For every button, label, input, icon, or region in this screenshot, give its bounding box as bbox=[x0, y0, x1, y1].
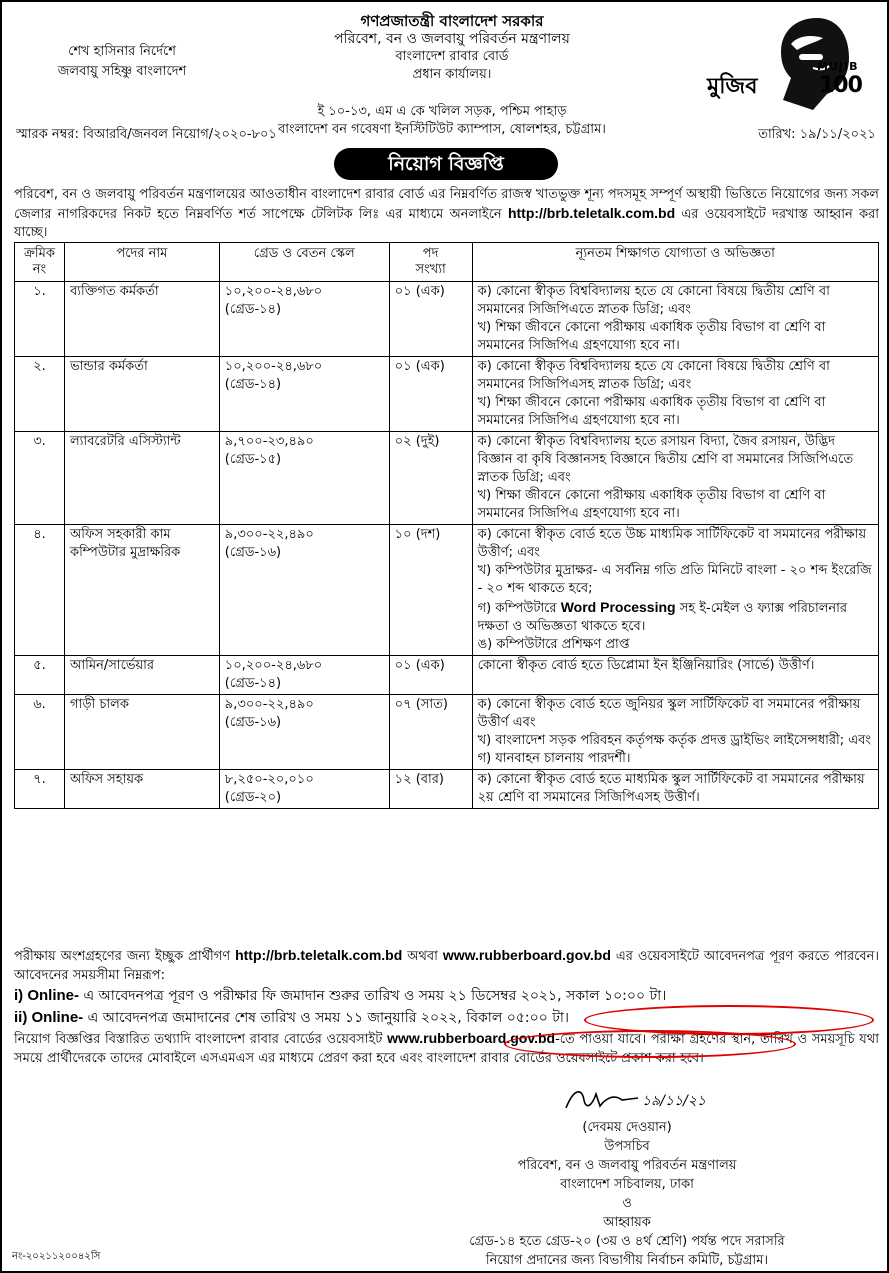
teletalk-link[interactable]: http://brb.teletalk.com.bd bbox=[235, 947, 403, 963]
memo-date: তারিখ: ১৯/১১/২০২১ bbox=[758, 127, 876, 142]
logo-script: মুজিব bbox=[707, 73, 758, 99]
table-row bbox=[15, 432, 879, 525]
signatory-ministry: পরিবেশ, বন ও জলবায়ু পরিবর্তন মন্ত্রণালয় bbox=[517, 1158, 737, 1173]
committee-line2: নিয়োগ প্রদানের জন্য বিভাগীয় নির্বাচন কমিটি, চট্টগ্রাম। bbox=[485, 1253, 769, 1268]
row-qualification: ক) কোনো স্বীকৃত বোর্ড হতে মাধ্যমিক স্কুল সার্টিফিকেট বা সমমানের পরীক্ষায় ২য় শ্রেণি বা সমমানের সিজিপিএসহ উত্তীর্ণ। bbox=[472, 770, 878, 809]
intro-paragraph bbox=[14, 186, 879, 242]
row-qualification: ক) কোনো স্বীকৃত বোর্ড হতে উচ্চ মাধ্যমিক সার্টিফিকেট বা সমমানের পরীক্ষায় উত্তীর্ণ; এবং খ) কম্পিউটার মুদ্রাক্ষর- এ সর্বনিম্ন গতি প্রতি মিনিটে বাংলা - ২০ শব্দ ইংরেজি - ২০ শব্দ থাকতে হবে; গ) কম্পিউটারে Word Processing সহ ই-মেইল ও ফ্যাক্স পরিচালনার দক্ষতা ও অভিজ্ঞতা থাকতে হবে। ঙ) কম্পিউটারে প্রশিক্ষণ প্রাপ্ত bbox=[472, 525, 878, 656]
row-post: ল্যাবরেটরি এসিস্ট্যান্ট bbox=[64, 432, 219, 525]
circular-title: নিয়োগ বিজ্ঞপ্তি bbox=[334, 148, 558, 180]
row-serial: ৪. bbox=[15, 525, 65, 656]
row-count: ১০ (দশ) bbox=[389, 525, 472, 656]
signature-date: ১৯/১১/২১ bbox=[642, 1093, 706, 1109]
logo-mujib: MUJIB bbox=[817, 60, 859, 73]
table-row bbox=[15, 695, 879, 770]
row-grade: ৮,২৫০-২০,০১০ (গ্রেড-২০) bbox=[219, 770, 389, 809]
row-grade: ৯,৩০০-২২,৪৯০ (গ্রেড-১৬) bbox=[219, 525, 389, 656]
row-serial: ৬. bbox=[15, 695, 65, 770]
slogan-line2: জলবায়ু সহিষ্ণু বাংলাদেশ bbox=[57, 64, 187, 79]
header-serial: ক্রমিক নং bbox=[15, 243, 65, 282]
intro-text-before: পরিবেশ, বন ও জলবায়ু পরিবর্তন মন্ত্রণালয়ের আওতাধীন বাংলাদেশ রাবার বোর্ড এর নিম্নবর্ণিত রাজস্ব খাতভুক্ত শূন্য পদসমূহ সম্পূর্ণ অস্থায়ী ভিত্তিতে নিয়োগের জন্য সকল জেলার নাগরিকদের নিকট হতে নিম্নবর্ণিত শর্ত সাপেক্ষে টেলিটক লিঃ এর মাধ্যমে অনলাইনে bbox=[14, 187, 879, 222]
row-count: ০১ (এক) bbox=[389, 656, 472, 695]
end-date: ১১ জানুয়ারি ২০২২, বিকাল ০৫:০০ টা। bbox=[344, 1010, 569, 1026]
row-qualification: ক) কোনো স্বীকৃত বিশ্ববিদ্যালয় হতে রসায়ন বিদ্যা, জৈব রসায়ন, উদ্ভিদ বিজ্ঞান বা কৃষি বিজ্ঞানসহ বিজ্ঞানে দ্বিতীয় শ্রেণি বা সমমানের সিজিপিএতে স্নাতক ডিগ্রি; এবং খ) শিক্ষা জীবনে কোনো পরীক্ষায় একাধিক তৃতীয় বিভাগ বা শ্রেণি বা সমমানের সিজিপিএ গ্রহণযোগ্য হবে না। bbox=[472, 432, 878, 525]
memo-number: স্মারক নম্বর: বিআরবি/জনবল নিয়োগ/২০২০-৮০১ bbox=[16, 127, 277, 142]
header-qualification: ন্যূনতম শিক্ষাগত যোগ্যতা ও অভিজ্ঞতা bbox=[472, 243, 878, 282]
table-row bbox=[15, 282, 879, 357]
row-post: অফিস সহায়ক bbox=[64, 770, 219, 809]
document-number: নং-২০২১১২০০৪২সি bbox=[12, 1251, 101, 1262]
table-header-row bbox=[15, 243, 879, 282]
logo-hundred: 100 bbox=[819, 73, 862, 98]
signatory-block bbox=[402, 1118, 852, 1270]
application-instructions bbox=[14, 946, 879, 1068]
signatory-and: ও bbox=[622, 1196, 632, 1211]
signatory-convener: আহ্বায়ক bbox=[603, 1215, 651, 1230]
row-count: ০২ (দুই) bbox=[389, 432, 472, 525]
row-count: ০১ (এক) bbox=[389, 357, 472, 432]
slogan bbox=[22, 42, 222, 82]
row-post: ভান্ডার কর্মকর্তা bbox=[64, 357, 219, 432]
table-row bbox=[15, 770, 879, 809]
online-end: ii) Online- এ আবেদনপত্র জমাদানের শেষ তারিখ ও সময় ১১ জানুয়ারি ২০২২, বিকাল ০৫:০০ টা। bbox=[14, 1009, 569, 1026]
row-grade: ১০,২০০-২৪,৬৮০ (গ্রেড-১৪) bbox=[219, 357, 389, 432]
row-post: অফিস সহকারী কাম কম্পিউটার মুদ্রাক্ষরিক bbox=[64, 525, 219, 656]
row-serial: ৫. bbox=[15, 656, 65, 695]
committee-line1: গ্রেড-১৪ হতে গ্রেড-২০ (৩য় ও ৪র্থ শ্রেণি) পর্যন্ত পদে সরাসরি bbox=[469, 1234, 785, 1249]
rubberboard-link-2[interactable]: www.rubberboard.gov.bd bbox=[387, 1030, 556, 1046]
row-grade: ১০,২০০-২৪,৬৮০ (গ্রেড-১৪) bbox=[219, 656, 389, 695]
address-line1: ই ১০-১৩, এম এ কে খলিল সড়ক, পশ্চিম পাহাড় bbox=[317, 104, 567, 119]
row-count: ১২ (বার) bbox=[389, 770, 472, 809]
ministry-name: পরিবেশ, বন ও জলবায়ু পরিবর্তন মন্ত্রণালয় bbox=[334, 31, 570, 47]
row-count: ০৭ (সাত) bbox=[389, 695, 472, 770]
header-count: পদ সংখ্যা bbox=[389, 243, 472, 282]
rubberboard-link[interactable]: www.rubberboard.gov.bd bbox=[442, 947, 611, 963]
row-post: ব্যক্তিগত কর্মকর্তা bbox=[64, 282, 219, 357]
row-serial: ২. bbox=[15, 357, 65, 432]
mujib-100-logo bbox=[667, 14, 882, 112]
online-start: i) Online- এ আবেদনপত্র পূরণ ও পরীক্ষার ফি জমাদান শুরুর তারিখ ও সময় ২১ ডিসেম্বর ২০২১, সকাল ১০:০০ টা। bbox=[14, 987, 667, 1004]
row-count: ০১ (এক) bbox=[389, 282, 472, 357]
apply-paragraph: পরীক্ষায় অংশগ্রহণের জন্য ইচ্ছুক প্রার্থীগণ http://brb.teletalk.com.bd অথবা www.rubberboard.gov.bd এর ওয়েবসাইটে আবেদনপত্র পূরণ করতে পারবেন। আবেদনের সময়সীমা নিম্নরূপ: bbox=[14, 947, 879, 983]
header-grade: গ্রেড ও বেতন স্কেল bbox=[219, 243, 389, 282]
intro-teletalk-link[interactable]: http://brb.teletalk.com.bd bbox=[507, 205, 676, 221]
address-line2: বাংলাদেশ বন গবেষণা ইনস্টিটিউট ক্যাম্পাস, ষোলশহর, চট্টগ্রাম। bbox=[278, 122, 606, 137]
slogan-line1: শেখ হাসিনার নির্দেশে bbox=[68, 44, 176, 59]
row-serial: ৭. bbox=[15, 770, 65, 809]
header-post: পদের নাম bbox=[64, 243, 219, 282]
row-grade: ৯,৭০০-২৩,৪৯০ (গ্রেড-১৫) bbox=[219, 432, 389, 525]
start-date: ২১ ডিসেম্বর ২০২১, সকাল ১০:০০ টা। bbox=[448, 988, 667, 1004]
signature-scribble-icon bbox=[562, 1084, 642, 1114]
signatory-designation: উপসচিব bbox=[604, 1139, 650, 1154]
gov-name: গণপ্রজাতন্ত্রী বাংলাদেশ সরকার bbox=[360, 12, 544, 30]
table-row bbox=[15, 525, 879, 656]
signatory-name: (দেবময় দেওয়ান) bbox=[582, 1120, 672, 1135]
signatory-secretariat: বাংলাদেশ সচিবালয়, ঢাকা bbox=[560, 1177, 694, 1192]
row-serial: ১. bbox=[15, 282, 65, 357]
board-name: বাংলাদেশ রাবার বোর্ড bbox=[395, 49, 509, 64]
intro-text-after: এর ওয়েবসাইটে দরখাস্ত আহ্বান করা যাচ্ছে। bbox=[14, 207, 880, 240]
row-post: আমিন/সার্ভেয়ার bbox=[64, 656, 219, 695]
government-header bbox=[252, 12, 652, 84]
vacancy-table bbox=[14, 242, 879, 809]
row-qualification: ক) কোনো স্বীকৃত বোর্ড হতে জুনিয়র স্কুল সার্টিফিকেট বা সমমানের পরীক্ষায় উত্তীর্ণ এবং খ) বাংলাদেশ সড়ক পরিবহন কর্তৃপক্ষ কর্তৃক প্রদত্ত ড্রাইভিং লাইসেন্সধারী; এবং গ) যানবাহন চালনায় পারদর্শী। bbox=[472, 695, 878, 770]
row-serial: ৩. bbox=[15, 432, 65, 525]
row-grade: ৯,৩০০-২২,৪৯০ (গ্রেড-১৬) bbox=[219, 695, 389, 770]
table-row bbox=[15, 656, 879, 695]
row-post: গাড়ী চালক bbox=[64, 695, 219, 770]
row-qualification: ক) কোনো স্বীকৃত বিশ্ববিদ্যালয় হতে যে কোনো বিষয়ে দ্বিতীয় শ্রেণি বা সমমানের সিজিপিএসহ স্নাতক ডিগ্রি; এবং খ) শিক্ষা জীবনে কোনো পরীক্ষায় একাধিক তৃতীয় বিভাগ বা শ্রেণি বা সমমানের সিজিপিএ গ্রহণযোগ্য হবে না। bbox=[472, 357, 878, 432]
details-paragraph: নিয়োগ বিজ্ঞপ্তির বিস্তারিত তথ্যাদি বাংলাদেশ রাবার বোর্ডের ওয়েবসাইট www.rubberboard.gov.bd-তে পাওয়া যাবে। পরীক্ষা গ্রহণের স্থান, তারিখ ও সময়সূচি যথা সময়ে প্রার্থীদেরকে তাদের মোবাইলে এসএমএস এর মাধ্যমে প্রেরণ করা হবে এবং বাংলাদেশ রাবার বোর্ডের ওয়েবসাইটে প্রকাশ করা হবে। bbox=[14, 1030, 879, 1066]
signature bbox=[562, 1084, 742, 1114]
row-qualification: ক) কোনো স্বীকৃত বিশ্ববিদ্যালয় হতে যে কোনো বিষয়ে দ্বিতীয় শ্রেণি বা সমমানের সিজিপিএতে স্নাতক ডিগ্রি; এবং খ) শিক্ষা জীবনে কোনো পরীক্ষায় একাধিক তৃতীয় বিভাগ বা শ্রেণি বা সমমানের সিজিপিএ গ্রহণযোগ্য হবে না। bbox=[472, 282, 878, 357]
office-name: প্রধান কার্যালয়। bbox=[412, 67, 492, 82]
row-grade: ১০,২০০-২৪,৬৮০ (গ্রেড-১৪) bbox=[219, 282, 389, 357]
table-row bbox=[15, 357, 879, 432]
row-qualification: কোনো স্বীকৃত বোর্ড হতে ডিপ্লোমা ইন ইঞ্জিনিয়ারিং (সার্ভে) উত্তীর্ণ। bbox=[472, 656, 878, 695]
